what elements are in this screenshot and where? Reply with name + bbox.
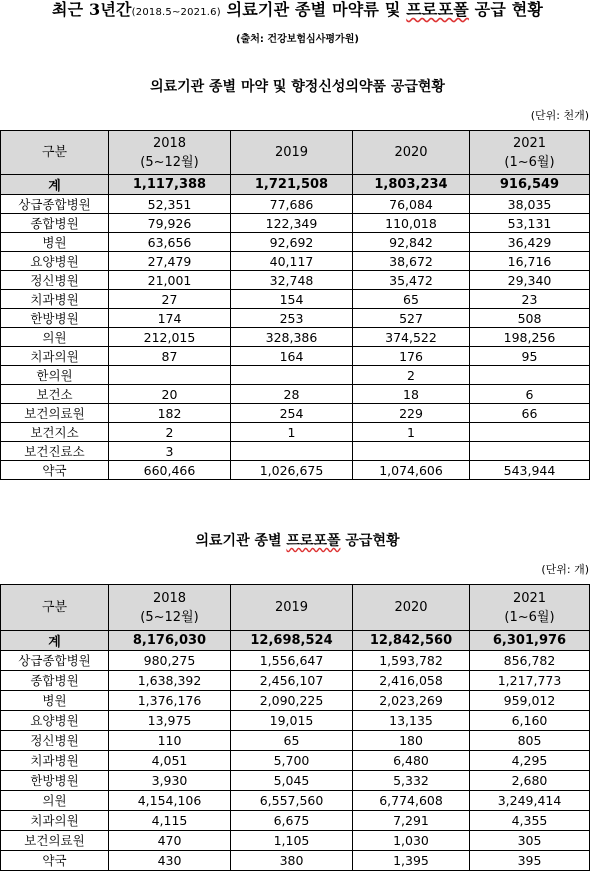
row-label: 요양병원 <box>1 252 109 271</box>
cell: 5,700 <box>231 751 353 771</box>
cell: 1,376,176 <box>109 691 231 711</box>
cell <box>231 366 353 385</box>
cell: 1,638,392 <box>109 671 231 691</box>
cell: 4,154,106 <box>109 791 231 811</box>
row-label: 정신병원 <box>1 731 109 751</box>
table-row <box>1 671 590 691</box>
row-label: 병원 <box>1 691 109 711</box>
col-header-2018: 2018 (5~12월) <box>109 131 231 175</box>
col-header-2019: 2019 <box>231 585 353 631</box>
row-label: 치과병원 <box>1 290 109 309</box>
table-row <box>1 791 590 811</box>
cell: 13,975 <box>109 711 231 731</box>
row-label: 의원 <box>1 328 109 347</box>
cell: 13,135 <box>353 711 470 731</box>
cell: 508 <box>470 309 590 328</box>
row-label: 보건소 <box>1 385 109 404</box>
row-label: 약국 <box>1 461 109 480</box>
table-row <box>1 214 590 233</box>
cell: 805 <box>470 731 590 751</box>
cell: 2,456,107 <box>231 671 353 691</box>
cell: 328,386 <box>231 328 353 347</box>
propofol-section-title: 의료기관 종별 프로포폴 공급현황 <box>195 533 400 549</box>
cell: 1,026,675 <box>231 461 353 480</box>
cell: 212,015 <box>109 328 231 347</box>
cell <box>109 366 231 385</box>
cell: 35,472 <box>353 271 470 290</box>
table-row <box>1 328 590 347</box>
cell: 36,429 <box>470 233 590 252</box>
row-label: 상급종합병원 <box>1 195 109 214</box>
title-period: (2018.5~2021.6) <box>131 7 221 18</box>
row-label: 치과의원 <box>1 347 109 366</box>
cell <box>470 366 590 385</box>
cell: 959,012 <box>470 691 590 711</box>
cell: 38,672 <box>353 252 470 271</box>
propofol-rows <box>1 651 590 871</box>
cell: 6,557,560 <box>231 791 353 811</box>
cell: 6,480 <box>353 751 470 771</box>
cell: 95 <box>470 347 590 366</box>
cell: 1,117,388 <box>109 175 231 195</box>
cell <box>470 423 590 442</box>
cell: 27 <box>109 290 231 309</box>
cell: 3,249,414 <box>470 791 590 811</box>
cell: 176 <box>353 347 470 366</box>
cell: 110,018 <box>353 214 470 233</box>
row-label: 계 <box>1 631 109 651</box>
row-label: 상급종합병원 <box>1 651 109 671</box>
table-row <box>1 851 590 871</box>
cell: 79,926 <box>109 214 231 233</box>
cell: 32,748 <box>231 271 353 290</box>
cell: 76,084 <box>353 195 470 214</box>
cell: 1,556,647 <box>231 651 353 671</box>
cell: 1,803,234 <box>353 175 470 195</box>
cell: 40,117 <box>231 252 353 271</box>
col-header-2021: 2021 (1~6월) <box>470 131 590 175</box>
narcotics-unit: (단위: 천개) <box>530 109 589 122</box>
cell: 305 <box>470 831 590 851</box>
cell: 6,675 <box>231 811 353 831</box>
cell: 28 <box>231 385 353 404</box>
cell: 87 <box>109 347 231 366</box>
cell: 430 <box>109 851 231 871</box>
title-highlight: 프로포폴 <box>406 0 469 19</box>
cell: 7,291 <box>353 811 470 831</box>
row-label: 보건의료원 <box>1 404 109 423</box>
table-row <box>1 290 590 309</box>
row-label: 한의원 <box>1 366 109 385</box>
row-label: 요양병원 <box>1 711 109 731</box>
row-label: 약국 <box>1 851 109 871</box>
col-header-2019: 2019 <box>231 131 353 175</box>
row-label: 한방병원 <box>1 771 109 791</box>
cell: 1 <box>231 423 353 442</box>
cell: 1 <box>353 423 470 442</box>
cell: 856,782 <box>470 651 590 671</box>
cell: 12,842,560 <box>353 631 470 651</box>
cell: 1,395 <box>353 851 470 871</box>
table-row <box>1 831 590 851</box>
cell: 53,131 <box>470 214 590 233</box>
cell: 38,035 <box>470 195 590 214</box>
cell: 182 <box>109 404 231 423</box>
table-row <box>1 651 590 671</box>
table-row <box>1 366 590 385</box>
cell: 23 <box>470 290 590 309</box>
main-title <box>0 0 595 23</box>
cell: 980,275 <box>109 651 231 671</box>
cell: 1,593,782 <box>353 651 470 671</box>
row-label: 의원 <box>1 791 109 811</box>
cell: 16,716 <box>470 252 590 271</box>
cell: 65 <box>231 731 353 751</box>
cell: 8,176,030 <box>109 631 231 651</box>
cell: 4,115 <box>109 811 231 831</box>
table-row <box>1 385 590 404</box>
title-prefix: 최근 3년간 <box>51 0 132 19</box>
cell: 4,051 <box>109 751 231 771</box>
cell: 2 <box>109 423 231 442</box>
table-row <box>1 461 590 480</box>
row-label: 보건지소 <box>1 423 109 442</box>
cell: 380 <box>231 851 353 871</box>
cell: 110 <box>109 731 231 751</box>
table-row <box>1 811 590 831</box>
cell: 2,090,225 <box>231 691 353 711</box>
row-label: 종합병원 <box>1 214 109 233</box>
cell: 27,479 <box>109 252 231 271</box>
cell: 21,001 <box>109 271 231 290</box>
row-label: 병원 <box>1 233 109 252</box>
cell: 2 <box>353 366 470 385</box>
narcotics-header-row <box>1 131 590 175</box>
cell: 198,256 <box>470 328 590 347</box>
col-header-2020: 2020 <box>353 131 470 175</box>
propofol-unit: (단위: 개) <box>541 563 589 576</box>
cell: 6 <box>470 385 590 404</box>
cell: 92,842 <box>353 233 470 252</box>
cell: 6,301,976 <box>470 631 590 651</box>
table-row <box>1 347 590 366</box>
table-row <box>1 731 590 751</box>
col-header-2020: 2020 <box>353 585 470 631</box>
propofol-table <box>0 584 590 871</box>
cell: 12,698,524 <box>231 631 353 651</box>
propofol-header-row <box>1 585 590 631</box>
cell: 5,332 <box>353 771 470 791</box>
title-suffix: 공급 현황 <box>468 0 544 19</box>
cell: 164 <box>231 347 353 366</box>
cell: 229 <box>353 404 470 423</box>
cell: 174 <box>109 309 231 328</box>
cell: 543,944 <box>470 461 590 480</box>
cell: 3 <box>109 442 231 461</box>
table-row <box>1 309 590 328</box>
cell: 916,549 <box>470 175 590 195</box>
col-header-category: 구분 <box>1 131 109 175</box>
cell: 20 <box>109 385 231 404</box>
row-label: 종합병원 <box>1 671 109 691</box>
source-note: (출처: 건강보험심사평가원) <box>236 34 359 45</box>
cell <box>353 442 470 461</box>
cell: 3,930 <box>109 771 231 791</box>
table-row <box>1 404 590 423</box>
cell: 470 <box>109 831 231 851</box>
table-row <box>1 691 590 711</box>
cell: 1,030 <box>353 831 470 851</box>
table-row <box>1 442 590 461</box>
cell: 6,774,608 <box>353 791 470 811</box>
total-row <box>1 631 590 651</box>
row-label: 보건진료소 <box>1 442 109 461</box>
cell: 1,074,606 <box>353 461 470 480</box>
cell: 254 <box>231 404 353 423</box>
cell: 2,023,269 <box>353 691 470 711</box>
cell: 6,160 <box>470 711 590 731</box>
row-label: 정신병원 <box>1 271 109 290</box>
row-label: 치과병원 <box>1 751 109 771</box>
table-row <box>1 233 590 252</box>
row-label: 한방병원 <box>1 309 109 328</box>
cell: 374,522 <box>353 328 470 347</box>
cell: 180 <box>353 731 470 751</box>
table-row <box>1 252 590 271</box>
narcotics-rows <box>1 195 590 480</box>
cell: 63,656 <box>109 233 231 252</box>
cell: 527 <box>353 309 470 328</box>
table-row <box>1 771 590 791</box>
cell: 1,217,773 <box>470 671 590 691</box>
cell: 65 <box>353 290 470 309</box>
row-label: 보건의료원 <box>1 831 109 851</box>
cell: 395 <box>470 851 590 871</box>
col-header-category: 구분 <box>1 585 109 631</box>
table-row <box>1 711 590 731</box>
cell: 660,466 <box>109 461 231 480</box>
row-label: 치과의원 <box>1 811 109 831</box>
cell: 154 <box>231 290 353 309</box>
cell: 19,015 <box>231 711 353 731</box>
table-row <box>1 271 590 290</box>
cell: 1,105 <box>231 831 353 851</box>
cell: 253 <box>231 309 353 328</box>
table-row <box>1 195 590 214</box>
cell: 2,680 <box>470 771 590 791</box>
title-middle: 의료기관 종별 마약류 및 <box>220 0 407 19</box>
table-row <box>1 751 590 771</box>
cell: 5,045 <box>231 771 353 791</box>
col-header-2018: 2018 (5~12월) <box>109 585 231 631</box>
col-header-2021: 2021 (1~6월) <box>470 585 590 631</box>
cell: 2,416,058 <box>353 671 470 691</box>
cell <box>470 442 590 461</box>
cell: 52,351 <box>109 195 231 214</box>
row-label: 계 <box>1 175 109 195</box>
cell: 92,692 <box>231 233 353 252</box>
cell <box>231 442 353 461</box>
narcotics-table <box>0 130 590 480</box>
cell: 1,721,508 <box>231 175 353 195</box>
cell: 18 <box>353 385 470 404</box>
narcotics-section-title: 의료기관 종별 마약 및 향정신성의약품 공급현황 <box>150 79 445 95</box>
total-row <box>1 175 590 195</box>
cell: 122,349 <box>231 214 353 233</box>
table-row <box>1 423 590 442</box>
cell: 4,355 <box>470 811 590 831</box>
cell: 4,295 <box>470 751 590 771</box>
cell: 29,340 <box>470 271 590 290</box>
cell: 77,686 <box>231 195 353 214</box>
cell: 66 <box>470 404 590 423</box>
